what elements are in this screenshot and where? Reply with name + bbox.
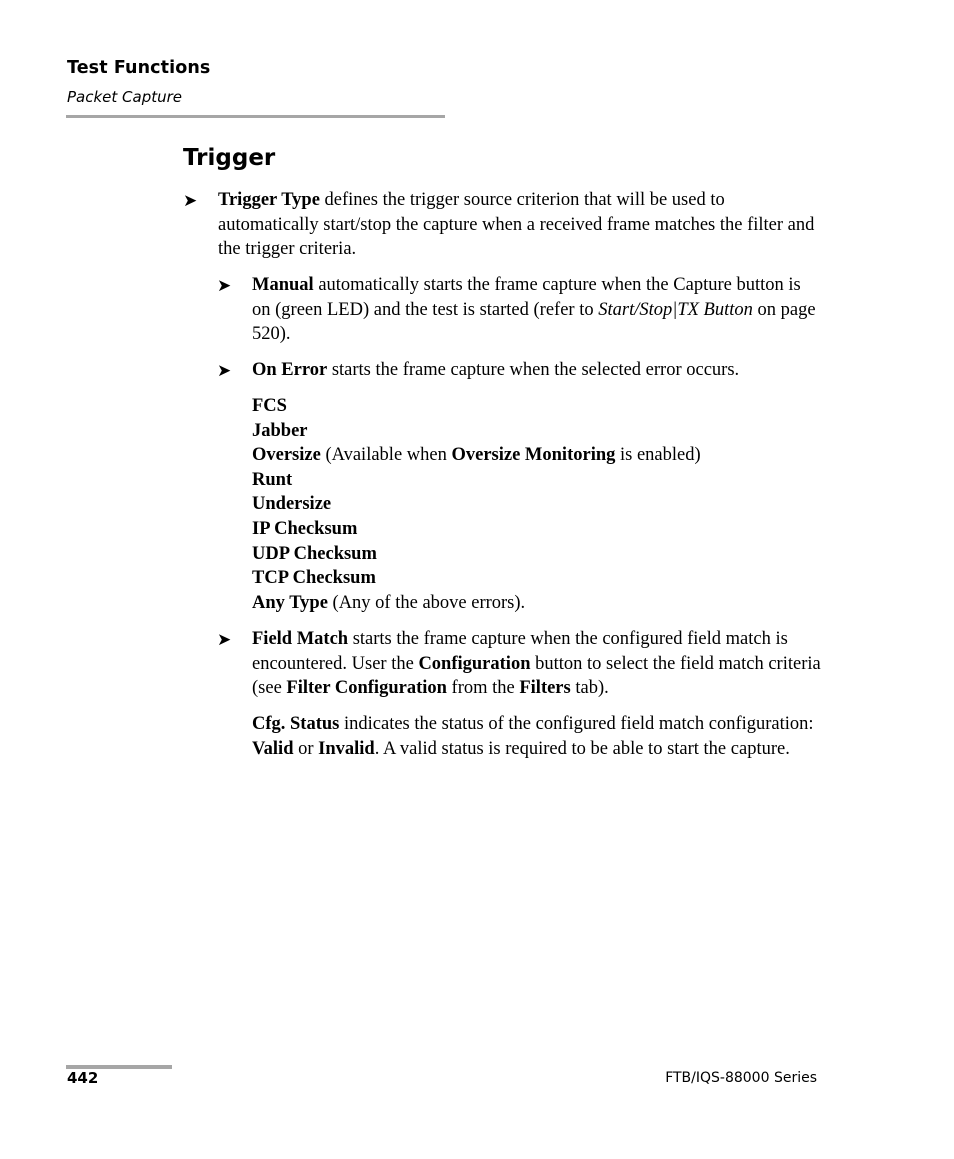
header-rule	[66, 115, 445, 118]
error-tcp-checksum: TCP Checksum	[252, 568, 376, 589]
trigger-type-text: defines the trigger source criterion that will be used to automatically start/stop the capture when a received frame matches the filter and the trigger criteria.	[218, 190, 815, 260]
list-item	[252, 517, 832, 542]
oversize-note: (Available when	[320, 445, 452, 466]
list-item	[252, 394, 832, 419]
product-series: FTB/IQS-88000 Series	[665, 1070, 817, 1086]
cfg-status-text: indicates the status of the configured field match configuration:	[339, 714, 814, 734]
start-stop-link[interactable]: Start/Stop|TX Button	[598, 299, 753, 320]
on-error-paragraph	[252, 358, 832, 383]
header-subsection-title: Packet Capture	[67, 88, 183, 106]
configuration-term: Configuration	[418, 653, 531, 674]
oversize-monitoring-term: Oversize Monitoring	[451, 445, 616, 466]
valid-term: Valid	[252, 738, 294, 759]
error-any-type: Any Type	[252, 592, 328, 613]
error-fcs: FCS	[252, 396, 287, 416]
error-oversize: Oversize	[252, 445, 321, 466]
manual-text-end: on page 520).	[252, 299, 816, 345]
manual-paragraph	[252, 273, 822, 347]
bullet-arrow-icon: ➤	[217, 276, 232, 296]
error-runt: Runt	[252, 469, 293, 490]
any-type-note: (Any of the above errors).	[327, 592, 526, 613]
error-type-list	[252, 394, 832, 615]
list-item	[252, 468, 832, 493]
manual-term: Manual	[252, 275, 314, 295]
field-match-text-d: tab).	[570, 678, 609, 699]
filter-configuration-term: Filter Configuration	[286, 678, 447, 699]
list-item	[252, 419, 832, 444]
cfg-status-text-b: or	[293, 738, 319, 759]
error-ip-checksum: IP Checksum	[252, 518, 358, 539]
list-item	[252, 566, 832, 591]
list-item	[252, 542, 832, 567]
cfg-status-paragraph	[252, 712, 822, 761]
cfg-status-text-c: . A valid status is required to be able to start the capture.	[374, 738, 790, 759]
bullet-arrow-icon: ➤	[217, 361, 232, 381]
on-error-term: On Error	[252, 360, 328, 380]
cfg-status-term: Cfg. Status	[252, 714, 340, 734]
filters-term: Filters	[519, 678, 571, 699]
field-match-text-c: from the	[446, 678, 520, 699]
field-match-text-b: button to select the field match criteria (see	[252, 653, 821, 699]
on-error-text: starts the frame capture when the selected error occurs.	[327, 360, 740, 380]
page-title: Trigger	[183, 145, 276, 171]
page-number: 442	[67, 1069, 99, 1087]
bullet-arrow-icon: ➤	[183, 191, 198, 211]
list-item	[252, 492, 832, 517]
header-section-title: Test Functions	[67, 58, 211, 78]
oversize-note-end: is enabled)	[615, 445, 701, 466]
field-match-term: Field Match	[252, 629, 349, 649]
error-jabber: Jabber	[252, 420, 308, 441]
error-undersize: Undersize	[252, 494, 332, 515]
error-udp-checksum: UDP Checksum	[252, 543, 377, 564]
trigger-type-paragraph	[218, 188, 818, 262]
invalid-term: Invalid	[318, 738, 375, 759]
bullet-arrow-icon: ➤	[217, 630, 232, 650]
trigger-type-term: Trigger Type	[218, 190, 320, 210]
list-item	[252, 443, 832, 468]
field-match-text: starts the frame capture when the configured field match is encountered. User the	[252, 629, 788, 674]
manual-text: automatically starts the frame capture when the Capture button is on (green LED) and the test is started (refer to	[252, 275, 801, 320]
field-match-paragraph	[252, 627, 832, 701]
list-item	[252, 591, 832, 616]
